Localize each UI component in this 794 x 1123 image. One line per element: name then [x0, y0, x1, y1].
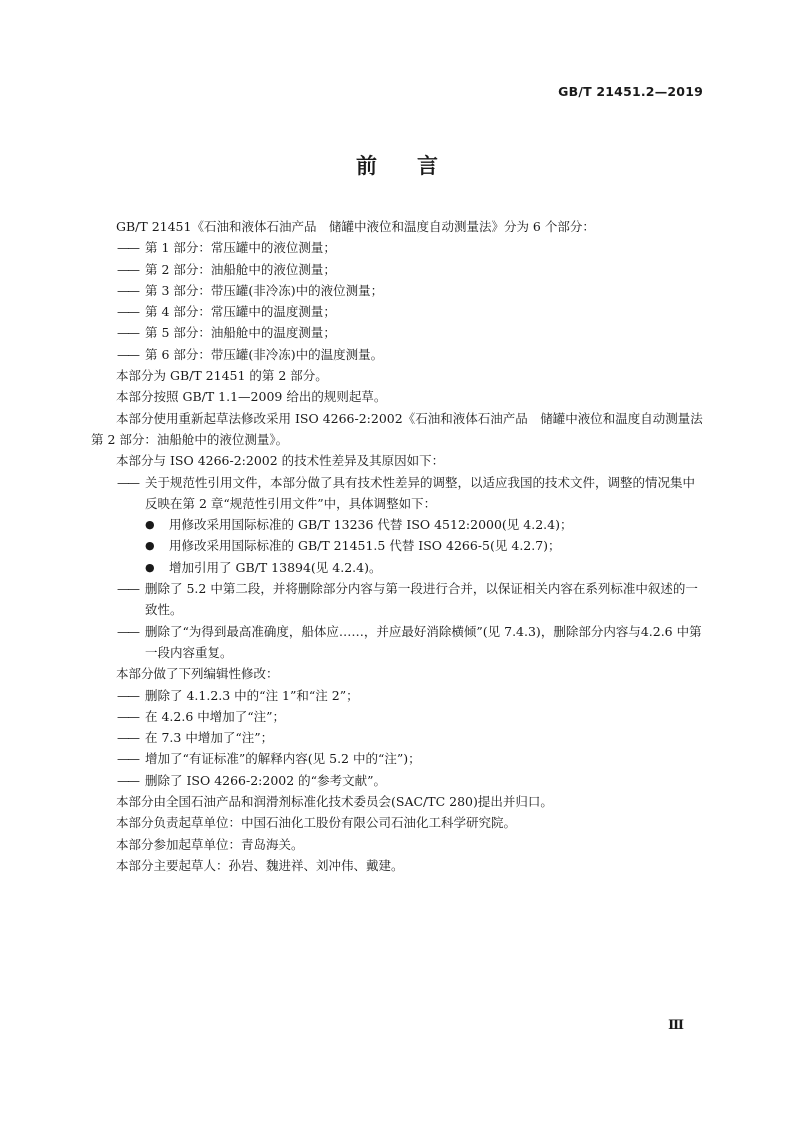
bullet-item: ● 增加引用了 GB/T 13894(见 4.2.4)。: [91, 557, 707, 578]
dash-mark: ——: [117, 730, 138, 746]
editorial-item: —— 在 7.3 中增加了“注”；: [91, 727, 707, 748]
paragraph: 本部分为 GB/T 21451 的第 2 部分。: [116, 368, 328, 384]
tech-diff-item: —— 关于规范性引用文件，本部分做了具有技术性差异的调整，以适应我国的技术文件，调整的情况集中反映在第 2 章“规范性引用文件”中，具体调整如下：: [91, 472, 707, 515]
paragraph: 本部分参加起草单位：青岛海关。: [116, 836, 304, 852]
paragraph: 本部分做了下列编辑性修改：: [116, 666, 279, 682]
dash-mark: ——: [117, 240, 138, 256]
tech-diff-item: —— 删除了 5.2 中第二段，并将删除部分内容与第一段进行合并，以保证相关内容在系列标准中叙述的一致性。: [91, 578, 707, 621]
page-title: [0, 150, 794, 180]
part-list-item: —— 第 5 部分：油船舱中的温度测量；: [91, 322, 707, 343]
paragraph: 本部分主要起草人：孙岩、魏进祥、刘冲伟、戴建。: [116, 857, 404, 873]
dash-mark: ——: [117, 581, 138, 597]
paragraph: 本部分与 ISO 4266-2:2002 的技术性差异及其原因如下：: [116, 453, 445, 469]
part-list-item: —— 第 2 部分：油船舱中的液位测量；: [91, 259, 707, 280]
part-list-item: —— 第 1 部分：常压罐中的液位测量；: [91, 237, 707, 258]
paragraph: 本部分按照 GB/T 1.1—2009 给出的规则起草。: [116, 389, 387, 405]
dash-mark: ——: [117, 304, 138, 320]
dash-mark: ——: [117, 623, 138, 639]
paragraph: 本部分由全国石油产品和润滑剂标准化技术委员会(SAC/TC 280)提出并归口。: [116, 794, 553, 810]
bullet-dot-icon: ●: [145, 518, 155, 532]
page-number: Ⅲ: [668, 1018, 684, 1033]
bullet-item: ● 用修改采用国际标准的 GB/T 21451.5 代替 ISO 4266-5(见 4.2.7)；: [91, 535, 707, 556]
editorial-item: —— 增加了“有证标准”的解释内容(见 5.2 中的“注”)；: [91, 748, 707, 769]
paragraph: 本部分负责起草单位：中国石油化工股份有限公司石油化工科学研究院。: [116, 815, 517, 831]
bullet-dot-icon: ●: [145, 560, 155, 574]
editorial-item: —— 在 4.2.6 中增加了“注”；: [91, 706, 707, 727]
dash-mark: ——: [117, 751, 138, 767]
editorial-item: —— 删除了 ISO 4266-2:2002 的“参考文献”。: [91, 770, 707, 791]
intro-paragraph: GB/T 21451《石油和液体石油产品 储罐中液位和温度自动测量法》分为 6 个部分：: [116, 219, 595, 234]
part-list-item: —— 第 6 部分：带压罐(非冷冻)中的温度测量。: [91, 344, 707, 365]
dash-mark: ——: [117, 261, 138, 277]
editorial-item: —— 删除了 4.1.2.3 中的“注 1”和“注 2”；: [91, 685, 707, 706]
title-char-1: 前: [356, 154, 377, 178]
dash-mark: ——: [117, 708, 138, 724]
title-char-2: 言: [417, 154, 438, 178]
dash-mark: ——: [117, 474, 138, 490]
part-list-item: —— 第 4 部分：常压罐中的温度测量；: [91, 301, 707, 322]
bullet-dot-icon: ●: [145, 539, 155, 553]
dash-mark: ——: [117, 772, 138, 788]
standard-number: GB/T 21451.2—2019: [558, 84, 703, 99]
dash-mark: ——: [117, 282, 138, 298]
tech-diff-item: —— 删除了“为得到最高准确度，船体应……，并应最好消除横倾”(见 7.4.3)，删除部分内容与4.2.6 中第一段内容重复。: [91, 621, 707, 664]
foreword-body: [91, 216, 716, 876]
bullet-item: ● 用修改采用国际标准的 GB/T 13236 代替 ISO 4512:2000(见 4.2.4)；: [91, 514, 707, 535]
paragraph: 本部分使用重新起草法修改采用 ISO 4266-2:2002《石油和液体石油产品 储罐中液位和温度自动测量法 第 2 部分：油船舱中的液位测量》。: [91, 410, 716, 447]
dash-mark: ——: [117, 687, 138, 703]
dash-mark: ——: [117, 346, 138, 362]
part-list-item: —— 第 3 部分：带压罐(非冷冻)中的液位测量；: [91, 280, 707, 301]
dash-mark: ——: [117, 325, 138, 341]
